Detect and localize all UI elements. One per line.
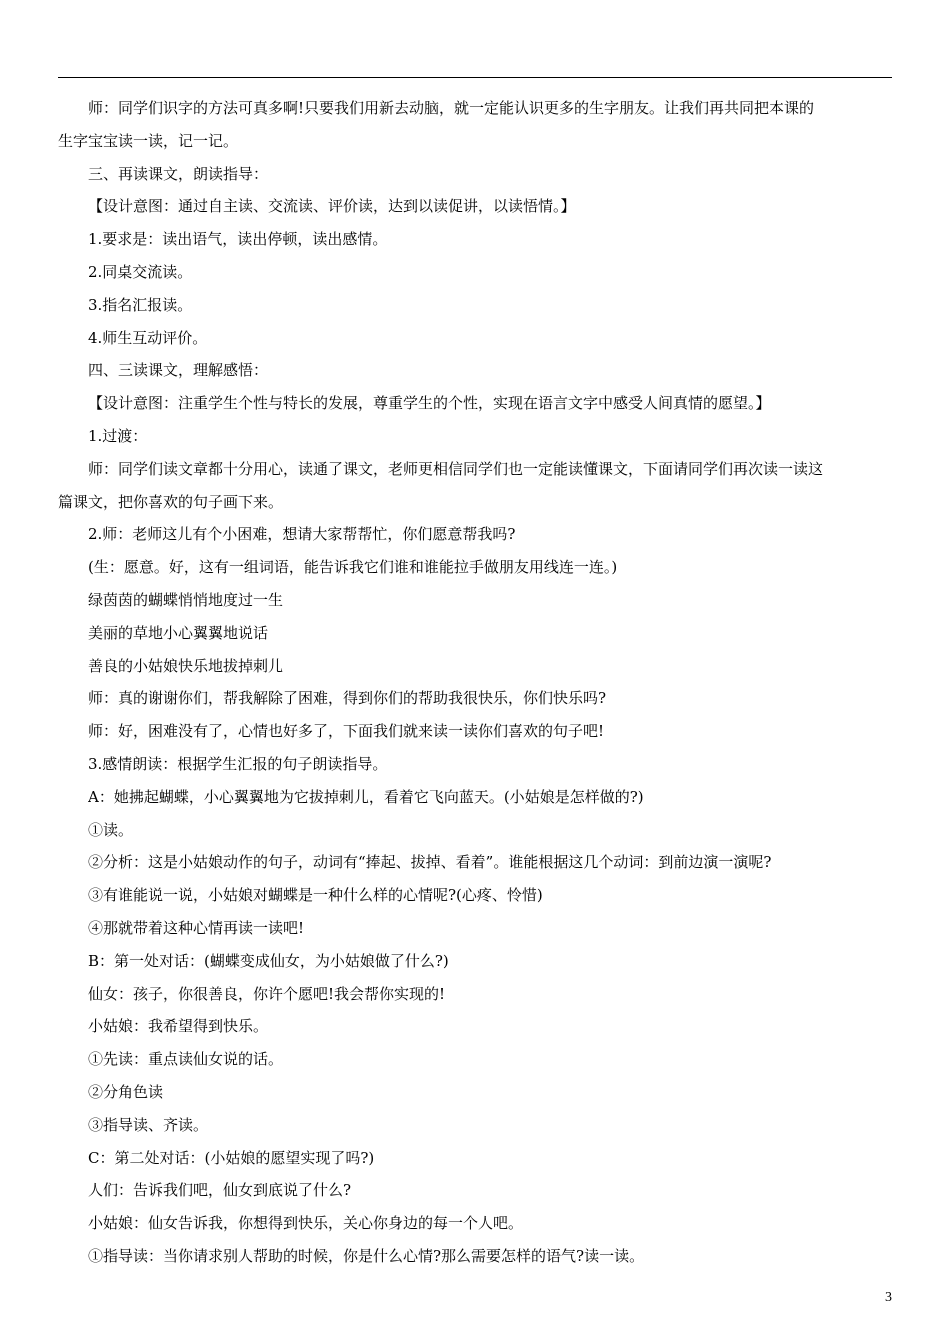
sub-item: ②分析：这是小姑娘动作的句子，动词有“捧起、拔掉、看着”。谁能根据这几个动词：到前边演一演呢? bbox=[88, 853, 772, 872]
phrase-line: 美丽的草地小心翼翼地说话 bbox=[88, 623, 269, 642]
text-line: 师：真的谢谢你们，帮我解除了困难，得到你们的帮助我很快乐，你们快乐吗? bbox=[88, 689, 607, 708]
text-line: C：第二处对话：(小姑娘的愿望实现了吗?) bbox=[88, 1148, 375, 1167]
list-item: 2.师：老师这儿有个小困难，想请大家帮帮忙，你们愿意帮我吗? bbox=[88, 525, 516, 544]
dialogue-line: 仙女：孩子，你很善良，你许个愿吧!我会帮你实现的! bbox=[88, 984, 446, 1003]
sub-item: ②分角色读 bbox=[88, 1082, 164, 1101]
text-line: 师：同学们识字的方法可真多啊!只要我们用新去动脑，就一定能认识更多的生字朋友。让我们再共同把本课的 bbox=[88, 99, 815, 117]
dialogue-line: 小姑娘：我希望得到快乐。 bbox=[88, 1017, 269, 1036]
sub-item: ①先读：重点读仙女说的话。 bbox=[88, 1050, 284, 1069]
list-item: 3.感情朗读：根据学生汇报的句子朗读指导。 bbox=[88, 754, 388, 773]
text-line: 生字宝宝读一读，记一记。 bbox=[58, 131, 239, 150]
list-item: 1.要求是：读出语气，读出停顿，读出感情。 bbox=[88, 230, 388, 249]
text-line: 师：好，困难没有了，心情也好多了，下面我们就来读一读你们喜欢的句子吧! bbox=[88, 722, 605, 741]
list-item: 3.指名汇报读。 bbox=[88, 295, 193, 314]
design-intent-3: 【设计意图：通过自主读、交流读、评价读，达到以读促讲，以读悟情。】 bbox=[88, 197, 576, 216]
design-intent-4: 【设计意图：注重学生个性与特长的发展，尊重学生的个性，实现在语言文字中感受人间真情的愿望。】 bbox=[88, 394, 771, 413]
sub-item: ③有谁能说一说，小姑娘对蝴蝶是一种什么样的心情呢?(心疼、怜惜) bbox=[88, 886, 543, 905]
sub-item: ④那就带着这种心情再读一读吧! bbox=[88, 918, 305, 937]
list-item: 2.同桌交流读。 bbox=[88, 262, 193, 281]
dialogue-line: 人们：告诉我们吧，仙女到底说了什么? bbox=[88, 1181, 352, 1200]
section-heading-4: 四、三读课文，理解感悟： bbox=[88, 361, 269, 380]
sub-item: ①读。 bbox=[88, 820, 134, 839]
document-body bbox=[58, 92, 894, 1273]
paragraph-teacher-remark-2 bbox=[58, 453, 894, 519]
text-line: 师：同学们读文章都十分用心，读通了课文，老师更相信同学们也一定能读懂课文，下面请同学们再次读一读这 bbox=[88, 459, 824, 478]
paragraph-teacher-remark-1 bbox=[58, 92, 894, 158]
sub-item: ③指导读、齐读。 bbox=[88, 1115, 209, 1134]
list-item: 1.过渡： bbox=[88, 426, 148, 445]
dialogue-line: 小姑娘：仙女告诉我，你想得到快乐，关心你身边的每一个人吧。 bbox=[88, 1214, 524, 1233]
text-line: A：她拂起蝴蝶，小心翼翼地为它拔掉刺儿，看着它飞向蓝天。(小姑娘是怎样做的?) bbox=[88, 787, 644, 806]
phrase-line: 绿茵茵的蝴蝶悄悄地度过一生 bbox=[88, 590, 284, 609]
text-line: 篇课文，把你喜欢的句子画下来。 bbox=[58, 492, 284, 511]
page-number: 3 bbox=[885, 1290, 892, 1305]
section-heading-3: 三、再读课文，朗读指导： bbox=[88, 164, 269, 183]
text-line: B：第一处对话：(蝴蝶变成仙女，为小姑娘做了什么?) bbox=[88, 951, 449, 970]
sub-item: ①指导读：当你请求别人帮助的时候，你是什么心情?那么需要怎样的语气?读一读。 bbox=[88, 1246, 645, 1265]
text-line: (生：愿意。好，这有一组词语，能告诉我它们谁和谁能拉手做朋友用线连一连。) bbox=[88, 558, 618, 577]
header-rule bbox=[58, 77, 892, 78]
list-item: 4.师生互动评价。 bbox=[88, 328, 208, 347]
phrase-line: 善良的小姑娘快乐地拔掉刺儿 bbox=[88, 656, 284, 675]
